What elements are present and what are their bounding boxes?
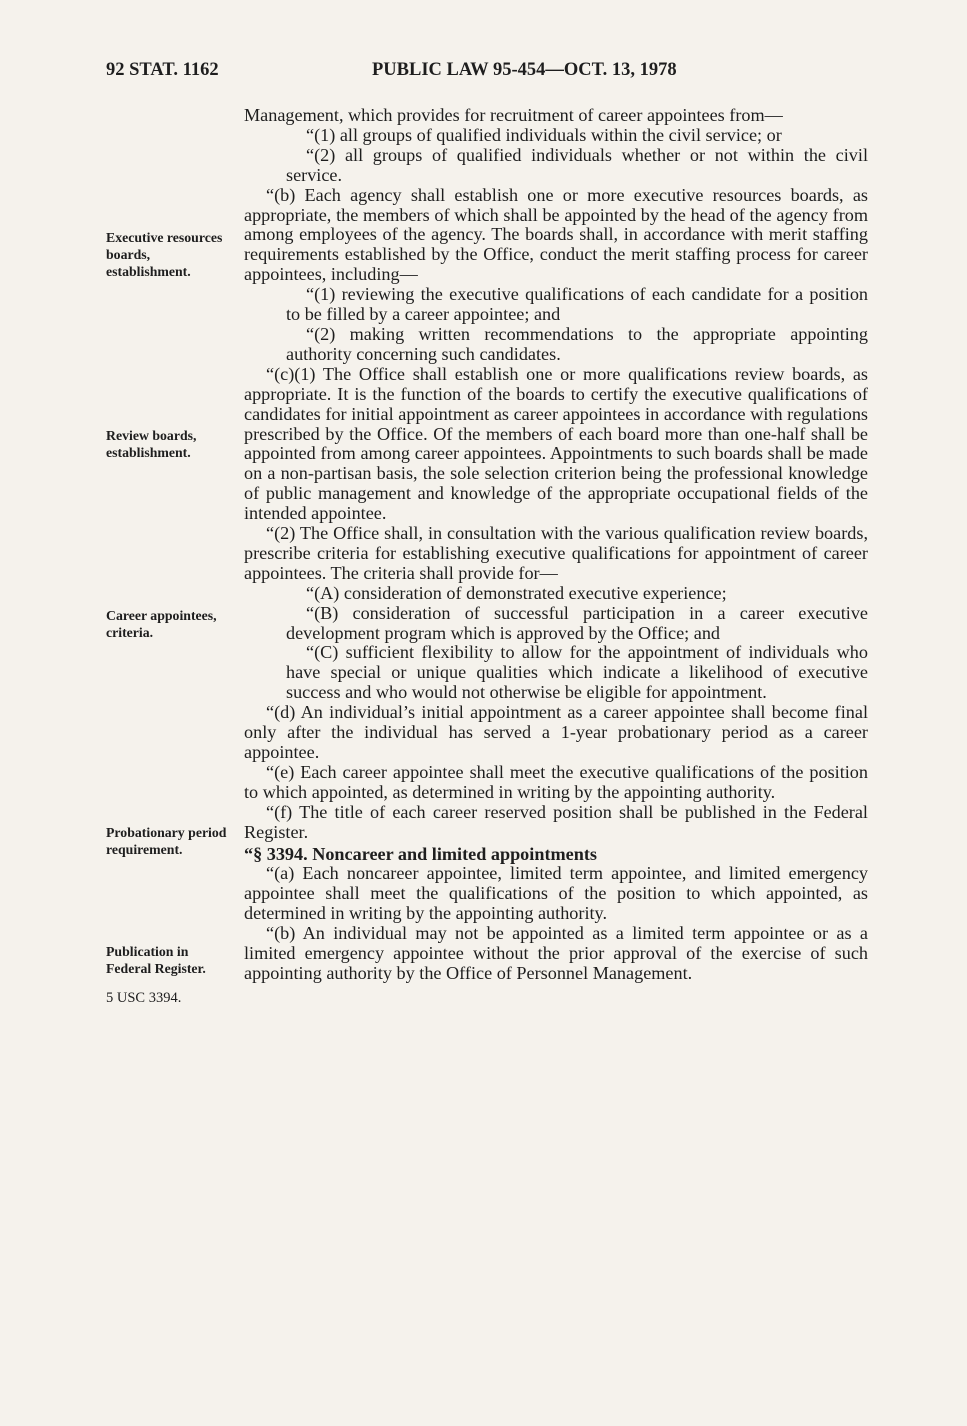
paragraph-item: “(1) reviewing the executive qualifications of each candidate for a position to be filled by a career appointee; and	[286, 284, 868, 325]
margin-note: Review boards, establishment.	[106, 428, 197, 460]
margin-note: Probationary period requirement.	[106, 825, 227, 857]
section-heading: “§ 3394. Noncareer and limited appointments	[244, 843, 597, 864]
paragraph: “(b) Each agency shall establish one or more executive resources boards, as appropriate, the members of which shall be appointed by the head of the agency from among employees of the agency. The boards shall, in accordance with merit staffing requirements established by the Office, conduct the merit staffing process for career appointees, including—	[244, 184, 868, 285]
stat-page-number: 92 STAT. 1162	[106, 60, 219, 80]
paragraph: “(e) Each career appointee shall meet the executive qualifications of the position to which appointed, as determined in writing by the appointing authority.	[244, 761, 868, 802]
bleed-through-text	[250, 1140, 254, 1158]
paragraph: “(a) Each noncareer appointee, limited term appointee, and limited emergency appointee shall meet the qualifications of the position to which appointed, as determined in writing by the appointing authority.	[244, 863, 868, 924]
paragraph: “(2) The Office shall, in consultation with the various qualification review boards, prescribe criteria for establishing executive qualifications for appointment of career appointees. The criteria shall provide for—	[244, 523, 868, 583]
paragraph: “(c)(1) The Office shall establish one or more qualifications review boards, as appropriate. It is the function of the boards to certify the executive qualifications of candidates for initial appointment as career appointees in accordance with regulations prescribed by the Office. Of the members of each board more than one-half shall be appointed from among career appointees. Appointments to such boards shall be made on a non-partisan basis, the sole selection criterion being the professional knowledge of public management and knowledge of the appropriate occupational fields of the intended appointee.	[244, 363, 868, 524]
paragraph-item: “(B) consideration of successful participation in a career executive development program which is approved by the Office; and	[286, 602, 868, 643]
paragraph-item: “(A) consideration of demonstrated executive experience;	[306, 582, 727, 603]
paragraph: Management, which provides for recruitment of career appointees from—	[244, 105, 783, 125]
paragraph-item: “(2) making written recommendations to the appropriate appointing authority concerning such candidates.	[286, 323, 868, 364]
paragraph-item: “(C) sufficient flexibility to allow for the appointment of individuals who have special or unique qualities which indicate a likelihood of executive success and who would not otherwise be eligible for appointment.	[286, 642, 868, 703]
paragraph: “(f) The title of each career reserved position shall be published in the Federal Register.	[244, 801, 868, 842]
paragraph-item: “(2) all groups of qualified individuals whether or not within the civil service.	[286, 144, 868, 185]
margin-note: Publication in Federal Register.	[106, 944, 206, 976]
paragraph: “(d) An individual’s initial appointment as a career appointee shall become final only after the individual has served a 1-year probationary period as a career appointee.	[244, 702, 868, 762]
body-text	[244, 106, 868, 984]
paragraph: “(b) An individual may not be appointed as a limited term appointee or as a limited emergency appointee without the prior approval of the exercise of such appointing authority by the Office of Personnel Management.	[244, 923, 868, 983]
margin-note: Career appointees, criteria.	[106, 608, 217, 640]
margin-note: Executive resources boards, establishment.	[106, 230, 223, 279]
margin-note-citation: 5 USC 3394.	[106, 990, 182, 1006]
running-head	[0, 60, 967, 88]
paragraph-item: “(1) all groups of qualified individuals within the civil service; or	[306, 124, 782, 145]
public-law-title: PUBLIC LAW 95-454—OCT. 13, 1978	[372, 60, 677, 80]
